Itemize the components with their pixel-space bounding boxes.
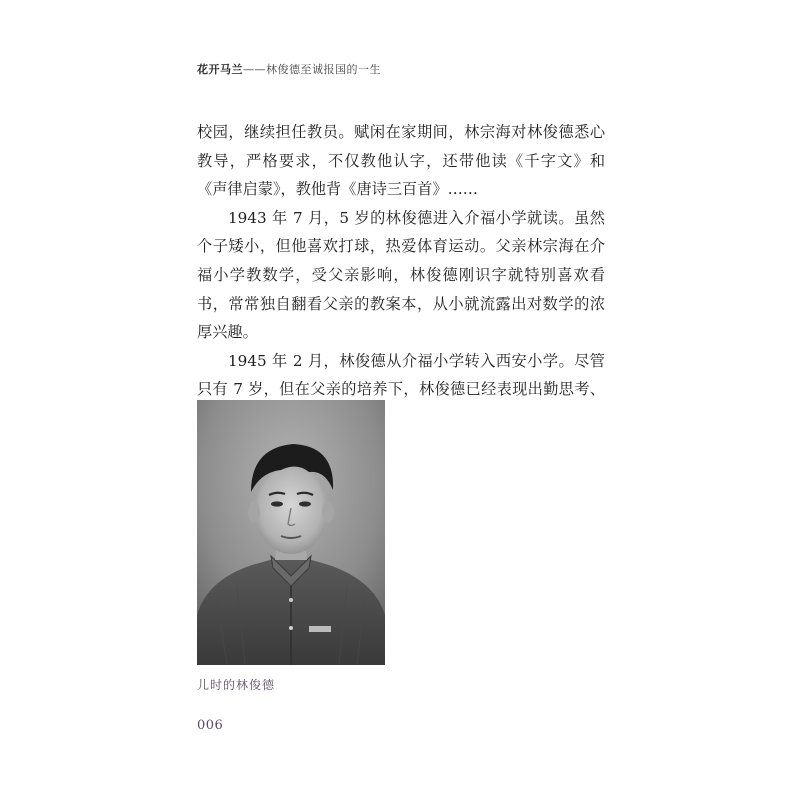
portrait-photo: [197, 400, 385, 665]
portrait-image: [197, 400, 385, 665]
body-text: [197, 118, 605, 433]
book-subtitle: ——林俊德至诚报国的一生: [243, 63, 381, 76]
paragraph-continuation: 校园，继续担任教员。赋闲在家期间，林宗海对林俊德悉心教导，严格要求，不仅教他认字，还带他读《千字文》和《声律启蒙》，教他背《唐诗三百首》……: [197, 123, 605, 199]
page-number: 006: [197, 718, 224, 733]
paragraph-1945: 1945 年 2 月，林俊德从介福小学转入西安小学。尽管只有 7 岁，但在父亲的培养下，林俊德已经表现出勤思考、: [197, 351, 605, 399]
book-title: 花开马兰: [197, 63, 243, 76]
paragraph-1943: 1943 年 7 月，5 岁的林俊德进入介福小学就读。虽然个子矮小，但他喜欢打球，热爱体育运动。父亲林宗海在介福小学教数学，受父亲影响，林俊德刚识字就特别喜欢看书，常常独自翻看父亲的教案本，从小就流露出对数学的浓厚兴趣。: [197, 208, 605, 342]
running-header: [197, 61, 381, 77]
photo-caption: 儿时的林俊德: [197, 678, 276, 692]
